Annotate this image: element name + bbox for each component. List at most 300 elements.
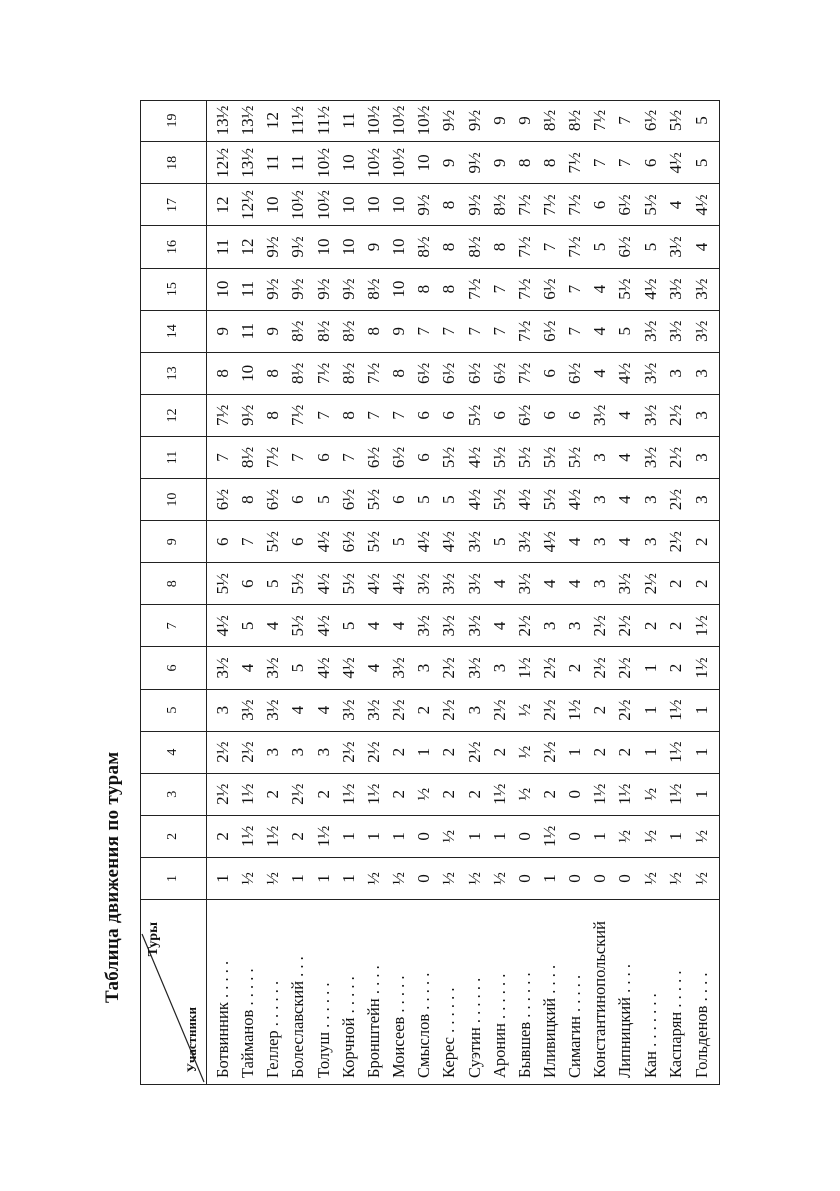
score-cell: 10 [336, 184, 361, 226]
score-cell: 5 [588, 226, 613, 268]
score-cell: 1½ [261, 815, 286, 857]
score-cell: 5½ [286, 605, 311, 647]
score-cell: 7 [311, 394, 336, 436]
score-cell: 1½ [512, 647, 537, 689]
score-cell: 9½ [462, 142, 487, 184]
score-cell: 2½ [537, 689, 562, 731]
score-cell: 4 [487, 605, 512, 647]
score-cell: 3 [537, 605, 562, 647]
score-cell: 1 [311, 857, 336, 899]
table-row [286, 100, 311, 1085]
score-cell: 7½ [563, 142, 588, 184]
score-cell: 9½ [261, 226, 286, 268]
score-cell: 6½ [512, 394, 537, 436]
participant-name [311, 900, 336, 1085]
score-cell: 4 [688, 226, 720, 268]
tours-table [140, 100, 720, 1085]
score-cell: 1 [563, 731, 588, 773]
participant-name [487, 900, 512, 1085]
score-cell: 4 [613, 479, 638, 521]
score-cell: 7½ [512, 352, 537, 394]
score-cell: 11 [261, 142, 286, 184]
score-cell: 5½ [537, 479, 562, 521]
score-cell: 12 [261, 100, 286, 142]
score-cell: 1½ [236, 773, 261, 815]
score-cell: 1 [487, 815, 512, 857]
score-cell: 9 [437, 142, 462, 184]
score-cell: 5½ [663, 100, 688, 142]
corner-header-cell [140, 900, 206, 1085]
score-cell: 4 [563, 563, 588, 605]
participant-name-text: Моисеев . . . . . [389, 975, 409, 1078]
score-cell: 10½ [286, 184, 311, 226]
score-cell: 0 [563, 773, 588, 815]
score-cell: ½ [663, 857, 688, 899]
score-cell: 5 [437, 479, 462, 521]
score-cell: 0 [588, 857, 613, 899]
tour-header-9: 9 [140, 521, 206, 563]
score-cell: 3½ [412, 563, 437, 605]
table-row [487, 100, 512, 1085]
score-cell: 6 [563, 394, 588, 436]
rotated-table-container [140, 100, 720, 1085]
score-cell: 7 [437, 310, 462, 352]
participants-label: Участники [183, 1007, 199, 1073]
table-row [663, 100, 688, 1085]
score-cell: 0 [512, 857, 537, 899]
score-cell: 1½ [688, 605, 720, 647]
score-cell: 6 [638, 142, 663, 184]
score-cell: 6 [588, 184, 613, 226]
participant-name [613, 900, 638, 1085]
score-cell: 5 [688, 100, 720, 142]
score-cell: 1½ [537, 815, 562, 857]
score-cell: 7½ [563, 226, 588, 268]
score-cell: 7½ [512, 310, 537, 352]
score-cell: 2 [311, 773, 336, 815]
score-cell: 2 [537, 773, 562, 815]
score-cell: ½ [462, 857, 487, 899]
score-cell: 3½ [437, 563, 462, 605]
table-row [336, 100, 361, 1085]
score-cell: 5 [286, 647, 311, 689]
score-cell: 6½ [537, 268, 562, 310]
score-cell: 3½ [638, 436, 663, 478]
score-cell: 5 [236, 605, 261, 647]
score-cell: 3 [688, 479, 720, 521]
score-cell: 8 [387, 352, 412, 394]
score-cell: 4 [236, 647, 261, 689]
score-cell: 3½ [261, 647, 286, 689]
score-cell: 2½ [437, 689, 462, 731]
score-cell: 4 [588, 352, 613, 394]
score-cell: ½ [512, 773, 537, 815]
participant-name [206, 900, 236, 1085]
score-cell: 2 [563, 647, 588, 689]
score-cell: 9 [487, 100, 512, 142]
score-cell: 0 [512, 815, 537, 857]
score-cell: 5½ [563, 436, 588, 478]
score-cell: 7 [563, 268, 588, 310]
score-cell: 3 [688, 352, 720, 394]
score-cell: 2½ [487, 689, 512, 731]
score-cell: 4½ [663, 142, 688, 184]
score-cell: 11½ [286, 100, 311, 142]
score-cell: 0 [412, 815, 437, 857]
table-row [512, 100, 537, 1085]
score-cell: 10½ [412, 100, 437, 142]
participant-name [437, 900, 462, 1085]
participant-name-text: Кан . . . . . . . [640, 993, 660, 1078]
participant-name-text: Ботвинник . . . . . [212, 960, 232, 1078]
score-cell: 3½ [588, 394, 613, 436]
score-cell: 10 [336, 226, 361, 268]
score-cell: 3½ [206, 647, 236, 689]
score-cell: 10½ [361, 100, 386, 142]
tour-header-19: 19 [140, 100, 206, 142]
tour-header-10: 10 [140, 479, 206, 521]
score-cell: ½ [638, 815, 663, 857]
score-cell: 1 [688, 773, 720, 815]
score-cell: 5½ [512, 436, 537, 478]
score-cell: 2 [286, 815, 311, 857]
score-cell: 2½ [206, 731, 236, 773]
score-cell: 13½ [236, 100, 261, 142]
score-cell: 7 [613, 100, 638, 142]
score-cell: 3 [638, 479, 663, 521]
score-cell: 6½ [387, 436, 412, 478]
score-cell: 4½ [311, 647, 336, 689]
score-cell: ½ [487, 857, 512, 899]
score-cell: 2 [638, 605, 663, 647]
participant-name [688, 900, 720, 1085]
score-cell: 7 [487, 268, 512, 310]
score-cell: 5½ [361, 479, 386, 521]
score-cell: 3½ [236, 689, 261, 731]
tours-label: Туры [146, 922, 161, 957]
score-cell: 8 [437, 184, 462, 226]
score-cell: 6 [537, 352, 562, 394]
score-cell: 7 [563, 310, 588, 352]
score-cell: 2½ [663, 521, 688, 563]
score-cell: 3 [462, 689, 487, 731]
score-cell: 5 [336, 605, 361, 647]
score-cell: 8 [206, 352, 236, 394]
tour-header-8: 8 [140, 563, 206, 605]
score-cell: 10 [261, 184, 286, 226]
participant-name [261, 900, 286, 1085]
table-header-row [140, 100, 206, 1085]
score-cell: 12½ [206, 142, 236, 184]
score-cell: 3 [663, 352, 688, 394]
score-cell: 2 [588, 689, 613, 731]
score-cell: 3 [487, 647, 512, 689]
participant-name-text: Каспарян . . . . . [665, 970, 685, 1078]
score-cell: 11 [236, 310, 261, 352]
tour-header-2: 2 [140, 815, 206, 857]
score-cell: 7 [588, 142, 613, 184]
score-cell: 9 [487, 142, 512, 184]
score-cell: 4 [361, 647, 386, 689]
tour-header-6: 6 [140, 647, 206, 689]
score-cell: 7½ [361, 352, 386, 394]
score-cell: 2½ [613, 689, 638, 731]
score-cell: 3 [412, 647, 437, 689]
participant-name-text: Симагин . . . . . [565, 974, 585, 1078]
score-cell: 10 [412, 142, 437, 184]
score-cell: 9½ [286, 268, 311, 310]
participant-name [286, 900, 311, 1085]
score-cell: 6½ [206, 479, 236, 521]
score-cell: 1 [588, 815, 613, 857]
score-cell: 11 [206, 226, 236, 268]
tour-header-13: 13 [140, 352, 206, 394]
score-cell: 1½ [663, 773, 688, 815]
score-cell: 6 [487, 394, 512, 436]
score-cell: 4 [588, 310, 613, 352]
tour-header-15: 15 [140, 268, 206, 310]
score-cell: 8½ [563, 100, 588, 142]
score-cell: 4½ [462, 436, 487, 478]
score-cell: 2 [387, 773, 412, 815]
participant-name-text: Тайманов . . . . . [238, 968, 258, 1078]
score-cell: 2½ [336, 731, 361, 773]
score-cell: 2½ [236, 731, 261, 773]
score-cell: 3 [261, 731, 286, 773]
tour-header-11: 11 [140, 436, 206, 478]
participant-name [663, 900, 688, 1085]
score-cell: 4½ [311, 563, 336, 605]
score-cell: ½ [638, 773, 663, 815]
participant-name [588, 900, 613, 1085]
score-cell: 8 [261, 394, 286, 436]
score-cell: 3 [286, 731, 311, 773]
score-cell: 7½ [512, 226, 537, 268]
score-cell: 6½ [412, 352, 437, 394]
score-cell: 1½ [361, 773, 386, 815]
score-cell: 6½ [487, 352, 512, 394]
score-cell: 4½ [437, 521, 462, 563]
score-cell: 9 [361, 226, 386, 268]
score-cell: 4½ [311, 605, 336, 647]
score-cell: ½ [387, 857, 412, 899]
score-cell: 6 [236, 563, 261, 605]
score-cell: 7½ [206, 394, 236, 436]
score-cell: 9 [206, 310, 236, 352]
score-cell: 12 [206, 184, 236, 226]
participant-name-text: Керес . . . . . . [439, 987, 459, 1078]
score-cell: 2½ [663, 394, 688, 436]
score-cell: 10½ [387, 100, 412, 142]
table-row [387, 100, 412, 1085]
score-cell: 2 [663, 647, 688, 689]
score-cell: 2 [663, 563, 688, 605]
score-cell: 7½ [311, 352, 336, 394]
participant-name [361, 900, 386, 1085]
score-cell: 3 [588, 563, 613, 605]
score-cell: 7 [487, 310, 512, 352]
score-cell: 1½ [487, 773, 512, 815]
score-cell: 1½ [613, 773, 638, 815]
score-cell: 3½ [412, 605, 437, 647]
score-cell: 4 [487, 563, 512, 605]
score-cell: 4 [588, 268, 613, 310]
score-cell: 9½ [412, 184, 437, 226]
score-cell: 1 [336, 857, 361, 899]
score-cell: 10 [206, 268, 236, 310]
score-cell: 2½ [512, 605, 537, 647]
score-cell: 6½ [613, 184, 638, 226]
score-cell: 2½ [613, 605, 638, 647]
table-row [236, 100, 261, 1085]
score-cell: 3½ [512, 521, 537, 563]
score-cell: 6 [311, 436, 336, 478]
score-cell: 3½ [663, 310, 688, 352]
score-cell: 3½ [638, 352, 663, 394]
score-cell: 6½ [361, 436, 386, 478]
score-cell: 5½ [361, 521, 386, 563]
score-cell: 5 [487, 521, 512, 563]
table-row [613, 100, 638, 1085]
score-cell: 6½ [336, 521, 361, 563]
score-cell: 4 [261, 605, 286, 647]
score-cell: 4½ [537, 521, 562, 563]
score-cell: 8 [412, 268, 437, 310]
score-cell: 10 [387, 268, 412, 310]
table-row [688, 100, 720, 1085]
table-row [462, 100, 487, 1085]
participant-name-text: Геллер . . . . . . [263, 980, 283, 1078]
score-cell: 8½ [286, 352, 311, 394]
score-cell: 6½ [261, 479, 286, 521]
score-cell: 3 [588, 521, 613, 563]
score-cell: 4½ [412, 521, 437, 563]
score-cell: 10½ [311, 142, 336, 184]
score-cell: 4 [537, 563, 562, 605]
score-cell: 2½ [663, 436, 688, 478]
score-cell: ½ [688, 815, 720, 857]
score-cell: 9½ [261, 268, 286, 310]
score-cell: 4½ [613, 352, 638, 394]
score-cell: 7 [613, 142, 638, 184]
score-cell: 3½ [462, 521, 487, 563]
score-cell: ½ [412, 773, 437, 815]
score-cell: 8 [512, 142, 537, 184]
score-cell: 1 [638, 689, 663, 731]
score-cell: 1 [206, 857, 236, 899]
page-title: Таблица движения по турам [102, 751, 123, 1003]
participant-name-text: Аронин . . . . . . [489, 973, 509, 1078]
score-cell: 3 [588, 479, 613, 521]
score-cell: 1 [336, 815, 361, 857]
score-cell: 5½ [261, 521, 286, 563]
score-cell: 6 [206, 521, 236, 563]
score-cell: ½ [512, 689, 537, 731]
score-cell: ½ [613, 815, 638, 857]
score-cell: 4 [563, 521, 588, 563]
score-cell: 8 [537, 142, 562, 184]
tour-header-17: 17 [140, 184, 206, 226]
score-cell: 2½ [286, 773, 311, 815]
score-cell: 5½ [487, 479, 512, 521]
tour-header-4: 4 [140, 731, 206, 773]
score-cell: 8½ [336, 352, 361, 394]
score-cell: 4½ [361, 563, 386, 605]
tour-header-7: 7 [140, 605, 206, 647]
score-cell: 3½ [613, 563, 638, 605]
score-cell: ½ [512, 731, 537, 773]
score-cell: 8½ [286, 310, 311, 352]
score-cell: 2 [588, 731, 613, 773]
score-cell: 1½ [663, 689, 688, 731]
score-cell: 9 [512, 100, 537, 142]
score-cell: 1½ [236, 815, 261, 857]
table-row [412, 100, 437, 1085]
table-row [437, 100, 462, 1085]
score-cell: 10½ [311, 184, 336, 226]
score-cell: 4½ [688, 184, 720, 226]
score-cell: 8½ [412, 226, 437, 268]
score-cell: 4 [613, 394, 638, 436]
participant-name [638, 900, 663, 1085]
score-cell: 11½ [311, 100, 336, 142]
table-row [311, 100, 336, 1085]
score-cell: 7 [336, 436, 361, 478]
score-cell: 8½ [537, 100, 562, 142]
score-cell: 4½ [512, 479, 537, 521]
score-cell: 10 [387, 184, 412, 226]
score-cell: 7 [462, 310, 487, 352]
score-cell: 8½ [487, 184, 512, 226]
score-cell: 3½ [261, 689, 286, 731]
score-cell: 2 [688, 521, 720, 563]
score-cell: 4 [387, 605, 412, 647]
score-cell: 3½ [462, 605, 487, 647]
score-cell: 3½ [512, 563, 537, 605]
score-cell: 2 [437, 773, 462, 815]
score-cell: 8 [236, 479, 261, 521]
score-cell: 6 [286, 479, 311, 521]
score-cell: 2 [663, 605, 688, 647]
score-cell: 3 [206, 689, 236, 731]
score-cell: 1½ [563, 689, 588, 731]
tour-header-18: 18 [140, 142, 206, 184]
table-row [537, 100, 562, 1085]
score-cell: 8 [336, 394, 361, 436]
score-cell: 8 [261, 352, 286, 394]
score-cell: ½ [638, 857, 663, 899]
score-cell: ½ [688, 857, 720, 899]
score-cell: 2½ [537, 731, 562, 773]
score-cell: 3 [688, 436, 720, 478]
score-cell: 5½ [537, 436, 562, 478]
table-row [563, 100, 588, 1085]
score-cell: 8 [487, 226, 512, 268]
score-cell: 4 [613, 436, 638, 478]
table-row [588, 100, 613, 1085]
score-cell: 6½ [537, 310, 562, 352]
score-cell: 4 [663, 184, 688, 226]
score-cell: 3½ [638, 310, 663, 352]
score-cell: 9½ [462, 100, 487, 142]
score-cell: 3 [311, 731, 336, 773]
score-cell: 7½ [512, 184, 537, 226]
score-cell: 12 [236, 226, 261, 268]
score-cell: 1 [663, 815, 688, 857]
score-cell: 8 [437, 268, 462, 310]
score-cell: 2½ [437, 647, 462, 689]
score-cell: 7 [236, 521, 261, 563]
